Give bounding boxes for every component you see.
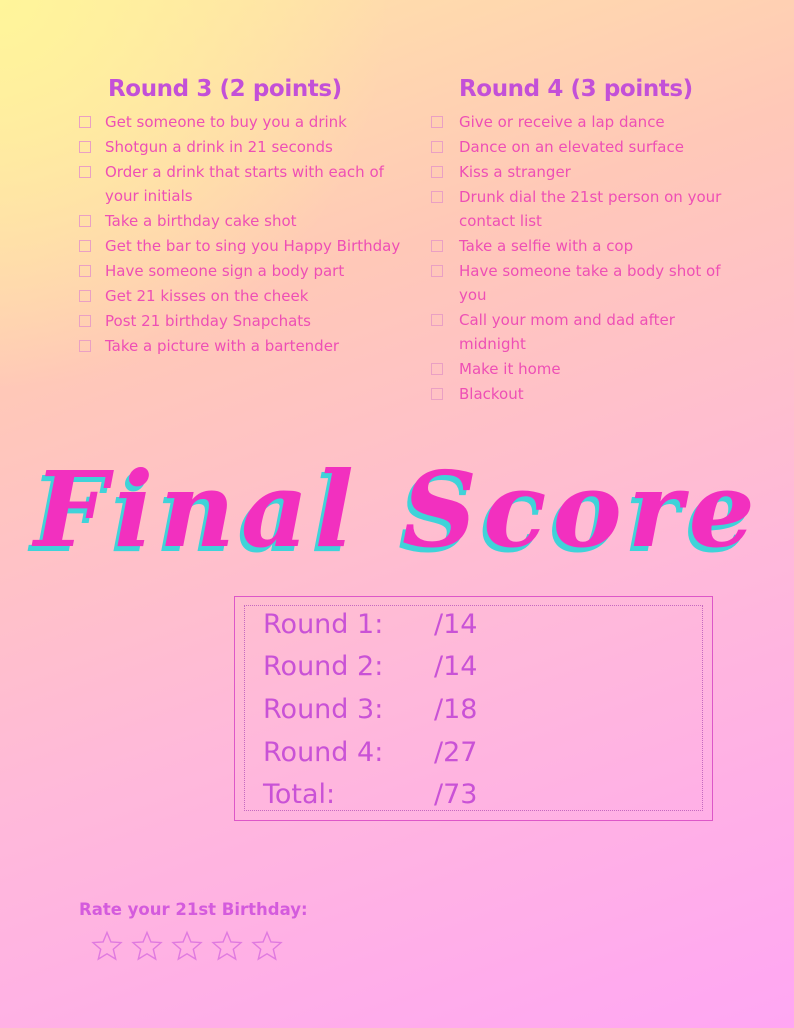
checklist-item	[79, 284, 419, 308]
checklist-item-label: Kiss a stranger	[459, 163, 571, 181]
checkbox[interactable]	[79, 290, 91, 302]
checklist-item-label: Post 21 birthday Snapchats	[105, 312, 311, 330]
checkbox[interactable]	[431, 314, 443, 326]
checkbox[interactable]	[431, 240, 443, 252]
star-icon[interactable]	[131, 930, 163, 962]
star-icon[interactable]	[171, 930, 203, 962]
checkbox[interactable]	[431, 141, 443, 153]
checklist-item-label: Dance on an elevated surface	[459, 138, 684, 156]
checklist-item-label: Make it home	[459, 360, 561, 378]
checklist-item-label: Drunk dial the 21st person on your contact list	[459, 188, 722, 230]
final-score-heading: Final Score	[34, 448, 761, 571]
checklist-item	[431, 160, 741, 184]
score-value[interactable]: /14	[434, 609, 478, 640]
checkbox[interactable]	[79, 166, 91, 178]
checklist-item-label: Take a birthday cake shot	[105, 212, 297, 230]
score-value[interactable]: /14	[434, 651, 478, 682]
rating-label: Rate your 21st Birthday:	[79, 900, 308, 919]
checkbox[interactable]	[431, 363, 443, 375]
checklist-item-label: Give or receive a lap dance	[459, 113, 665, 131]
checkbox[interactable]	[79, 215, 91, 227]
checkbox[interactable]	[431, 166, 443, 178]
round-4-column	[431, 72, 741, 407]
score-value[interactable]: /73	[434, 779, 478, 810]
score-value[interactable]: /27	[434, 737, 478, 768]
checkbox[interactable]	[431, 388, 443, 400]
checklist-item	[431, 382, 741, 406]
checklist-item	[79, 259, 419, 283]
checklist-item	[79, 334, 419, 358]
checklist-item-label: Get 21 kisses on the cheek	[105, 287, 309, 305]
checkbox[interactable]	[431, 265, 443, 277]
score-table	[234, 596, 713, 821]
round-3-title: Round 3 (2 points)	[108, 76, 342, 102]
checklist-item	[79, 135, 419, 159]
score-label: Total:	[263, 779, 336, 810]
checklist-item-label: Have someone sign a body part	[105, 262, 345, 280]
checklist-item-label: Shotgun a drink in 21 seconds	[105, 138, 333, 156]
checklist-item	[79, 309, 419, 333]
checkbox[interactable]	[79, 340, 91, 352]
checklist-item-label: Take a selfie with a cop	[459, 237, 634, 255]
checkbox[interactable]	[431, 191, 443, 203]
checklist-item	[431, 259, 741, 307]
checklist-item	[431, 308, 741, 356]
checklist-item	[79, 110, 419, 134]
star-rating	[91, 930, 283, 962]
star-icon[interactable]	[211, 930, 243, 962]
star-icon[interactable]	[251, 930, 283, 962]
checkbox[interactable]	[79, 116, 91, 128]
checkbox[interactable]	[431, 116, 443, 128]
checklist-item-label: Have someone take a body shot of you	[459, 262, 721, 304]
score-label: Round 3:	[263, 694, 384, 725]
checkbox[interactable]	[79, 315, 91, 327]
checklist-item	[431, 135, 741, 159]
checklist-item-label: Call your mom and dad after midnight	[459, 311, 675, 353]
checklist-item	[431, 110, 741, 134]
checklist-item-label: Order a drink that starts with each of your initials	[105, 163, 384, 205]
checklist-item	[79, 209, 419, 233]
round-3-checklist	[79, 110, 419, 358]
score-label: Round 1:	[263, 609, 384, 640]
score-value[interactable]: /18	[434, 694, 478, 725]
round-4-checklist	[431, 110, 741, 406]
star-icon[interactable]	[91, 930, 123, 962]
checklist-item	[431, 185, 741, 233]
checklist-item-label: Get someone to buy you a drink	[105, 113, 347, 131]
checkbox[interactable]	[79, 265, 91, 277]
checkbox[interactable]	[79, 240, 91, 252]
checklist-item-label: Blackout	[459, 385, 524, 403]
score-label: Round 4:	[263, 737, 384, 768]
checklist-item	[431, 357, 741, 381]
round-3-column	[79, 72, 419, 359]
checklist-item	[79, 160, 419, 208]
checklist-item-label: Take a picture with a bartender	[105, 337, 340, 355]
score-label: Round 2:	[263, 651, 384, 682]
checklist-item	[431, 234, 741, 258]
checklist-item	[79, 234, 419, 258]
checkbox[interactable]	[79, 141, 91, 153]
round-4-title: Round 4 (3 points)	[459, 76, 693, 102]
checklist-item-label: Get the bar to sing you Happy Birthday	[105, 237, 401, 255]
